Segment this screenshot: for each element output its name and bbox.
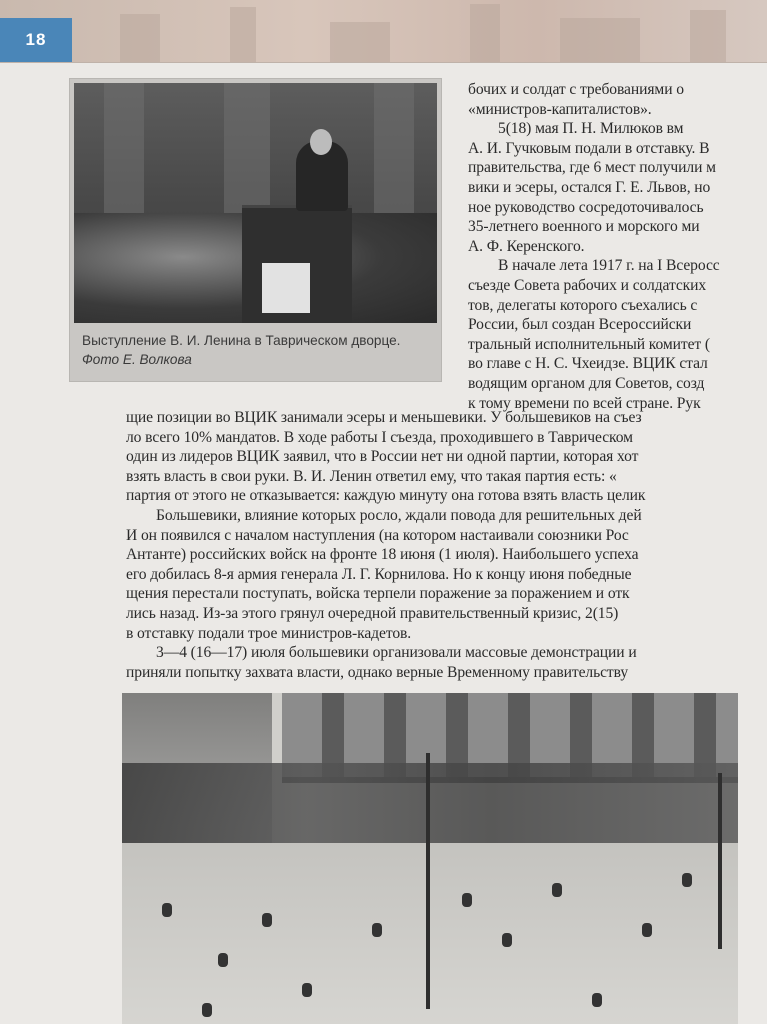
text-line: ное руководство сосредоточивалось: [468, 198, 704, 216]
right-column-text: [468, 80, 720, 413]
text-line: Большевики, влияние которых росло, ждали повода для решительных дей: [156, 506, 642, 524]
text-line: бочих и солдат с требованиями о: [468, 81, 684, 98]
text-line: партия от этого не отказывается: каждую минуту она готова взять власть целик: [126, 487, 646, 505]
text-line: щие позиции во ВЦИК занимали эсеры и меньшевики. У большевиков на съез: [126, 409, 642, 426]
caption-text: Выступление В. И. Ленина в Таврическом дворце.: [82, 333, 401, 348]
text-line: водящим органом для Советов, созд: [468, 374, 705, 392]
text-line: один из лидеров ВЦИК заявил, что в России нет ни одной партии, которая хот: [126, 448, 639, 466]
text-line: в отставку подали трое министров-кадетов.: [126, 624, 412, 642]
full-width-text: [126, 408, 645, 682]
july-demonstration-photo: [122, 693, 738, 1024]
text-line: тральный исполнительный комитет (: [468, 335, 711, 353]
text-line: съезде Совета рабочих и солдатских: [468, 276, 707, 294]
header-illustration-band: [0, 0, 767, 63]
text-line: правительства, где 6 мест получили м: [468, 159, 716, 177]
text-line: И он появился с началом наступления (на котором настаивали союзники Рос: [126, 526, 629, 544]
text-line: вики и эсеры, остался Г. Е. Львов, но: [468, 178, 711, 196]
text-line: во главе с Н. С. Чхеидзе. ВЦИК стал: [468, 355, 708, 373]
text-line: Антанте) российских войск на фронте 18 июня (1 июля). Наибольшего успеха: [126, 546, 639, 564]
text-line: 35-летнего военного и морского ми: [468, 218, 700, 236]
text-line: его добилась 8-я армия генерала Л. Г. Корнилова. Но к концу июня победные: [126, 565, 632, 583]
text-line: «министров-капиталистов».: [468, 100, 652, 118]
photo-caption: [82, 331, 432, 369]
text-line: тов, делегаты которого съехались с: [468, 296, 698, 314]
text-line: А. Ф. Керенского.: [468, 237, 585, 255]
caption-credit: Фото Е. Волкова: [82, 352, 192, 367]
text-line: 5(18) мая П. Н. Милюков вм: [498, 120, 684, 138]
text-line: В начале лета 1917 г. на I Всеросс: [498, 257, 720, 275]
text-line: 3—4 (16—17) июля большевики организовали массовые демонстрации и: [156, 644, 637, 662]
text-line: приняли попытку захвата власти, однако верные Временному правительству: [126, 663, 629, 681]
text-line: России, был создан Всероссийски: [468, 316, 692, 334]
lenin-photo-figure: [69, 78, 442, 382]
text-line: взять власть в свои руки. В. И. Ленин ответил ему, что такая партия есть: «: [126, 467, 617, 485]
text-line: к тому времени по всей стране. Рук: [468, 394, 701, 412]
text-line: щения перестали поступать, войска терпели поражение за поражением и отк: [126, 585, 630, 603]
lenin-speech-photo: [74, 83, 437, 323]
text-line: лись назад. Из-за этого грянул очередной правительственный кризис, 2(15): [126, 604, 619, 622]
text-line: ло всего 10% мандатов. В ходе работы I съезда, проходившего в Таврическом: [126, 428, 633, 446]
page-number: 18: [0, 18, 72, 62]
text-line: А. И. Гучковым подали в отставку. В: [468, 139, 710, 157]
